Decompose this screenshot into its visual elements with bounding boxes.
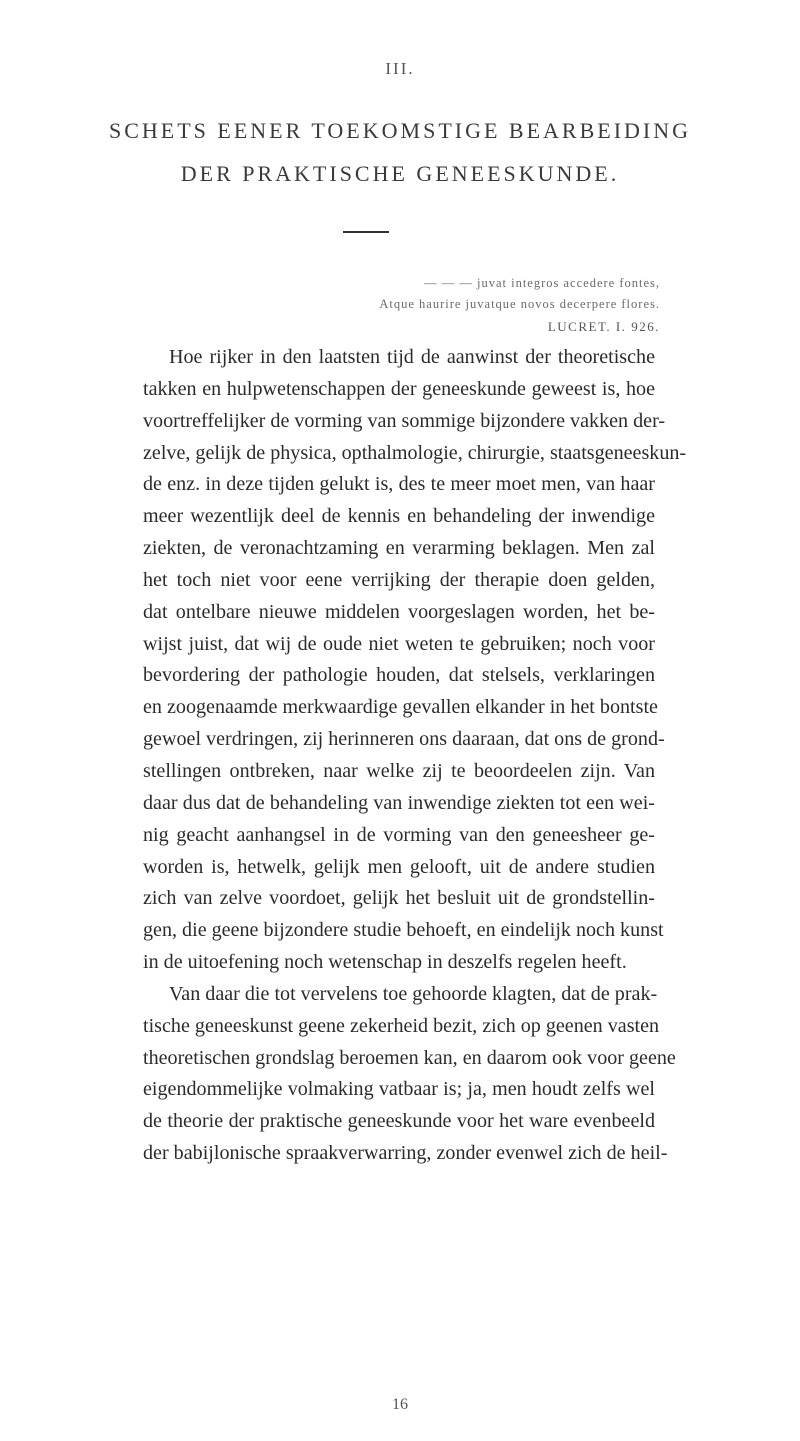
body-line: stellingen ontbreken, naar welke zij te beoordeelen zijn. Van [143, 759, 655, 782]
body-line: in de uitoefening noch wetenschap in deszelfs regelen heeft. [143, 951, 627, 974]
body-line: voortreffelijker de vorming van sommige bijzondere vakken der- [143, 409, 666, 432]
body-line: Hoe rijker in den laatsten tijd de aanwinst der theoretische [169, 346, 655, 368]
body-line: dat ontelbare nieuwe middelen voorgeslagen worden, het be- [143, 600, 655, 623]
body-line: ziekten, de veronachtzaming en verarming beklagen. Men zal [143, 537, 655, 560]
chapter-title-line-2: DER PRAKTISCHE GENEESKUNDE. [180, 161, 620, 186]
chapter-number: III. [385, 59, 415, 78]
body-line: wijst juist, dat wij de oude niet weten te gebruiken; noch voor [143, 632, 655, 655]
body-line: bevordering der pathologie houden, dat stelsels, verklaringen [143, 664, 655, 687]
epigraph-line-1: — — — juvat integros accedere fontes, [424, 276, 660, 290]
body-line: zich van zelve voordoet, gelijk het besluit uit de grondstellin- [143, 887, 655, 910]
body-line: der babijlonische spraakverwarring, zonder evenwel zich de heil- [143, 1142, 668, 1165]
epigraph-line-2: Atque haurire juvatque novos decerpere flores. [379, 297, 660, 311]
body-line: zelve, gelijk de physica, opthalmologie, chirurgie, staatsgeneeskun- [143, 441, 687, 464]
body-line: tische geneeskunst geene zekerheid bezit, zich op geenen vasten [143, 1014, 660, 1037]
signature-mark: 16 [392, 1396, 408, 1413]
body-line: Van daar die tot vervelens toe gehoorde klagten, dat de prak- [169, 982, 658, 1005]
title-divider [343, 231, 389, 233]
body-line: daar dus dat de behandeling van inwendige ziekten tot een wei- [143, 791, 655, 814]
body-text [143, 342, 687, 1170]
chapter-title-line-1: SCHETS EENER TOEKOMSTIGE BEARBEIDING [108, 118, 692, 143]
body-line: de enz. in deze tijden gelukt is, des te meer moet men, van haar [143, 473, 655, 496]
body-line: gen, die geene bijzondere studie behoeft, en eindelijk noch kunst [143, 919, 664, 942]
body-line: worden is, hetwelk, gelijk men gelooft, uit de andere studien [143, 855, 655, 878]
body-line: takken en hulpwetenschappen der geneeskunde geweest is, hoe [143, 377, 655, 400]
body-line: meer wezentlijk deel de kennis en behandeling der inwendige [143, 505, 655, 528]
body-line: en zoogenaamde merkwaardige gevallen elkander in het bontste [143, 696, 658, 719]
body-line: eigendommelijke volmaking vatbaar is; ja, men houdt zelfs wel [143, 1078, 655, 1101]
body-line: nig geacht aanhangsel in de vorming van den geneesheer ge- [143, 823, 655, 846]
epigraph-source: LUCRET. I. 926. [547, 319, 660, 334]
body-line: de theorie der praktische geneeskunde voor het ware evenbeeld [143, 1110, 655, 1133]
body-line: het toch niet voor eene verrijking der therapie doen gelden, [143, 568, 655, 591]
body-line: theoretischen grondslag beroemen kan, en daarom ook voor geene [143, 1046, 676, 1069]
body-line: gewoel verdringen, zij herinneren ons daaraan, dat ons de grond- [143, 728, 665, 751]
